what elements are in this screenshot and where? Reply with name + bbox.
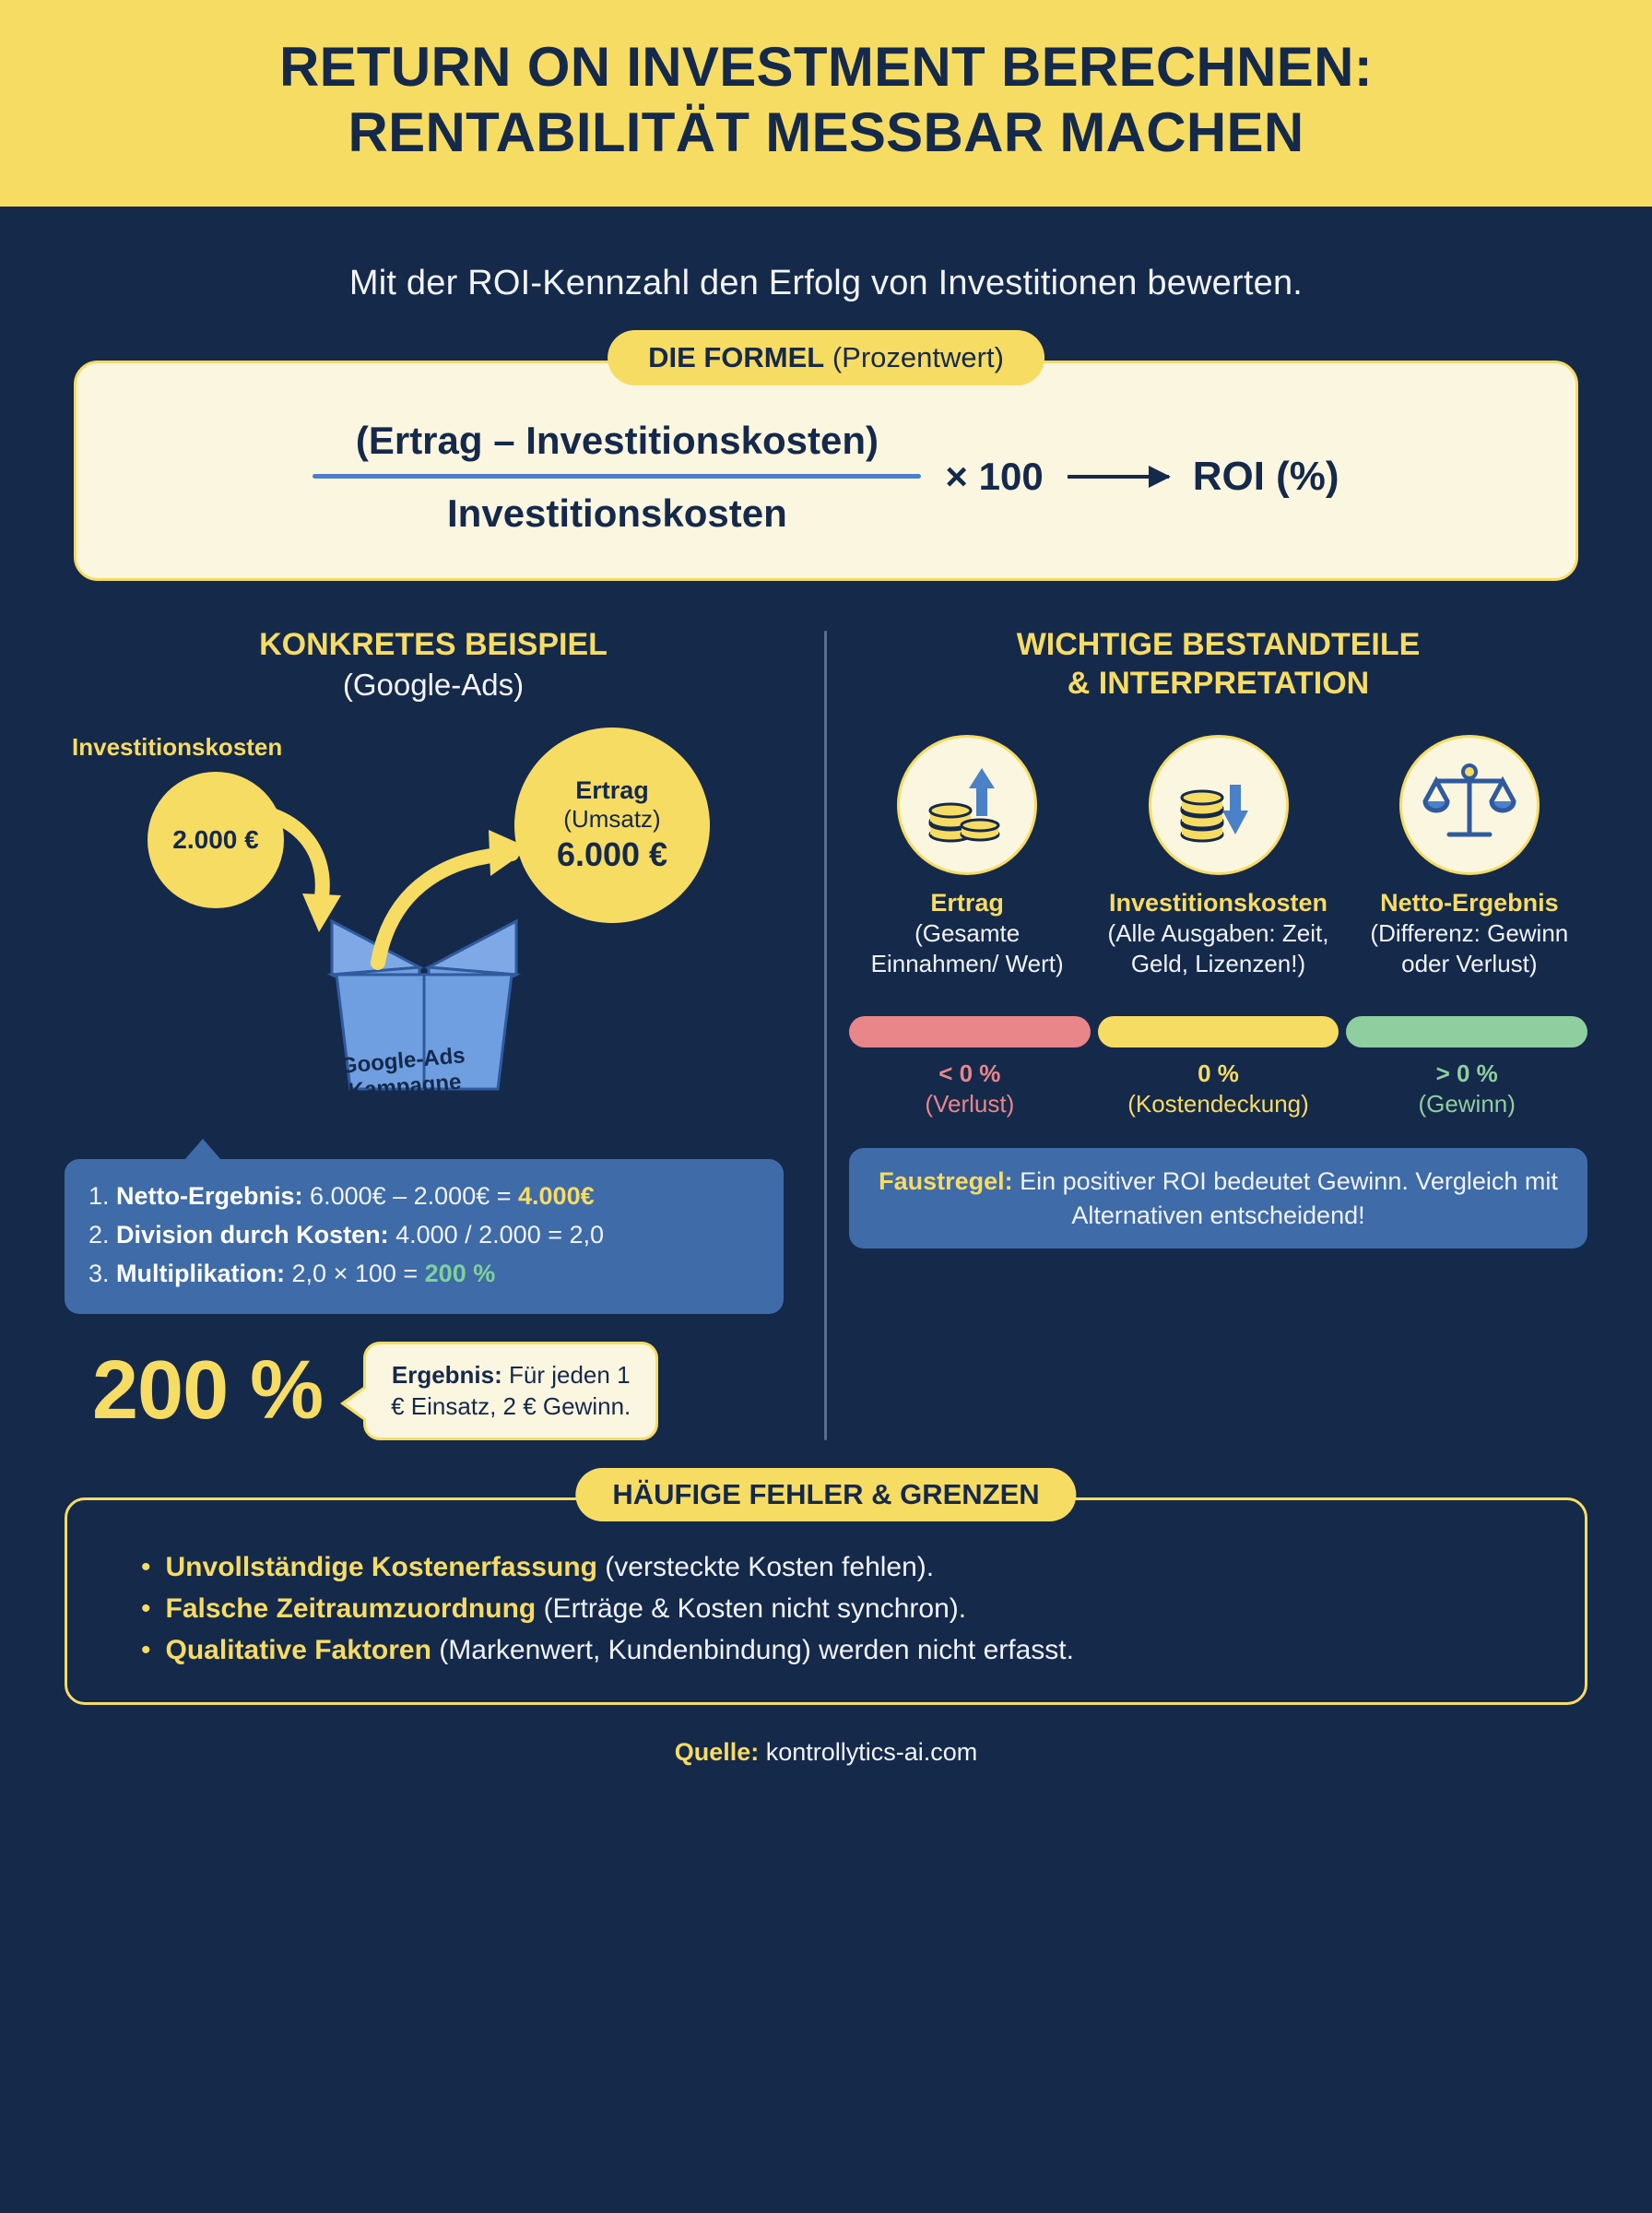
error-item-1-strong: Unvollständige Kostenerfassung — [165, 1551, 597, 1582]
error-item-2 — [141, 1588, 1548, 1629]
ertrag-sub: (Umsatz) — [563, 804, 661, 833]
scale-label-profit-note: (Gewinn) — [1418, 1089, 1516, 1118]
box-caption-line2: Kampagne — [347, 1070, 463, 1105]
result-bubble-text: Für jeden 1 € Einsatz, 2 € Gewinn. — [391, 1360, 631, 1421]
formula-numerator: (Ertrag – Investitionskosten) — [355, 418, 879, 462]
component-ertrag-desc: (Gesamte Einnahmen/ Wert) — [870, 919, 1064, 978]
formula-row — [119, 419, 1533, 536]
error-item-2-strong: Falsche Zeitraumzuordnung — [165, 1592, 537, 1624]
step-2-num: 2. — [88, 1221, 110, 1249]
step-3 — [88, 1255, 760, 1294]
example-title-sub: (Google-Ads) — [342, 668, 525, 703]
invest-value: 2.000 € — [172, 825, 259, 855]
source-line — [0, 1738, 1652, 1767]
step-3-highlight: 200 % — [424, 1260, 496, 1288]
step-1-calc: 6.000€ – 2.000€ = — [302, 1182, 519, 1211]
scale-segment-profit — [1346, 1016, 1587, 1047]
errors-box — [65, 1497, 1587, 1705]
rule-title: Faustregel: — [879, 1167, 1013, 1196]
component-ertrag-title: Ertrag — [930, 888, 1004, 917]
errors-section — [65, 1477, 1587, 1705]
formula-badge-rest: (Prozentwert) — [824, 340, 1004, 373]
error-item-2-rest: (Erträge & Kosten nicht synchron). — [536, 1592, 967, 1624]
step-3-num: 3. — [88, 1260, 110, 1288]
scale-label-profit — [1346, 1059, 1587, 1119]
rule-text: Ein positiver ROI bedeutet Gewinn. Vergleich mit Alternativen entscheidend! — [1012, 1167, 1558, 1229]
subtitle: Mit der ROI-Kennzahl den Erfolg von Investitionen bewerten. — [348, 263, 1304, 302]
invest-label: Investitionskosten — [72, 733, 283, 762]
step-3-label: Multiplikation: — [116, 1260, 286, 1288]
component-netto-ergebnis-title: Netto-Ergebnis — [1380, 888, 1559, 917]
error-item-3-strong: Qualitative Faktoren — [165, 1634, 431, 1665]
error-item-3-text — [166, 1629, 1074, 1671]
component-ertrag — [849, 735, 1085, 979]
big-result-value: 200 % — [92, 1344, 324, 1438]
step-3-calc: 2,0 × 100 = — [285, 1260, 425, 1288]
error-item-1-text — [166, 1546, 935, 1588]
error-item-3 — [141, 1629, 1548, 1671]
rule-of-thumb-box — [849, 1148, 1587, 1249]
main-columns — [65, 625, 1587, 1440]
example-visual — [65, 718, 802, 1152]
components-title — [849, 625, 1587, 704]
scale-label-profit-value: > 0 % — [1435, 1059, 1498, 1087]
page-title-line2: RENTABILITÄT MESSBAR MACHEN — [348, 101, 1304, 163]
components-title-line2: & INTERPRETATION — [1067, 666, 1370, 702]
scale-label-breakeven-note: (Kostendeckung) — [1127, 1089, 1309, 1118]
column-divider — [824, 631, 827, 1440]
component-investitionskosten-desc: (Alle Ausgaben: Zeit, Geld, Lizenzen!) — [1107, 919, 1329, 978]
scale-label-loss-value: < 0 % — [938, 1059, 1001, 1087]
component-netto-ergebnis-desc: (Differenz: Gewinn oder Verlust) — [1370, 919, 1569, 978]
page-title-line1: RETURN ON INVESTMENT BERECHNEN: — [278, 36, 1373, 98]
scale-label-loss-note: (Verlust) — [925, 1089, 1015, 1118]
error-item-1-rest: (versteckte Kosten fehlen). — [596, 1551, 935, 1582]
formula-section — [74, 340, 1578, 581]
result-row — [65, 1342, 802, 1440]
step-1-highlight: 4.000€ — [518, 1182, 595, 1211]
header-banner — [0, 0, 1652, 207]
formula-multiplier: × 100 — [945, 455, 1044, 499]
arrow-right-icon — [1068, 475, 1169, 479]
scale-label-breakeven-value: 0 % — [1198, 1059, 1239, 1087]
arrow-box-to-ertrag-icon — [341, 815, 553, 981]
components-list — [849, 735, 1587, 979]
scale-label-breakeven — [1098, 1059, 1339, 1119]
page-title — [37, 35, 1615, 166]
component-investitionskosten — [1100, 735, 1336, 979]
bullet-icon: • — [141, 1592, 151, 1624]
bullet-icon: • — [141, 1551, 151, 1582]
step-1-num: 1. — [88, 1182, 110, 1211]
formula-badge-strong: DIE FORMEL — [648, 340, 825, 373]
result-bubble — [363, 1342, 658, 1440]
step-2 — [88, 1216, 760, 1255]
errors-badge: HÄUFIGE FEHLER & GRENZEN — [575, 1468, 1076, 1521]
roi-scale-labels — [849, 1059, 1587, 1119]
error-item-3-rest: (Markenwert, Kundenbindung) werden nicht erfasst. — [431, 1634, 1074, 1665]
scale-segment-breakeven — [1098, 1016, 1339, 1047]
coins-down-arrow-icon — [1149, 735, 1289, 875]
result-bubble-strong: Ergebnis: — [391, 1360, 502, 1389]
step-1-label: Netto-Ergebnis: — [116, 1182, 303, 1211]
formula-denominator: Investitionskosten — [447, 491, 787, 535]
source-label: Quelle: — [674, 1737, 760, 1766]
formula-result: ROI (%) — [1192, 454, 1339, 500]
step-2-label: Division durch Kosten: — [116, 1221, 389, 1249]
step-2-calc: 4.000 / 2.000 = 2,0 — [388, 1221, 605, 1249]
component-investitionskosten-title: Investitionskosten — [1108, 888, 1328, 917]
scale-label-loss — [849, 1059, 1091, 1119]
step-1 — [88, 1178, 760, 1216]
ertrag-label: Ertrag — [575, 775, 649, 804]
error-item-1 — [141, 1546, 1548, 1588]
error-item-2-text — [166, 1588, 967, 1629]
steps-panel — [65, 1159, 784, 1314]
example-title-main: KONKRETES BEISPIEL — [259, 626, 608, 662]
bullet-icon: • — [141, 1634, 151, 1665]
ertrag-value: 6.000 € — [556, 834, 668, 873]
box-caption-line1: Google-Ads — [338, 1043, 466, 1080]
scale-segment-loss — [849, 1016, 1091, 1047]
components-column — [849, 625, 1587, 1440]
components-title-line1: WICHTIGE BESTANDTEILE — [1016, 626, 1421, 662]
formula-box — [74, 361, 1578, 581]
formula-fraction — [313, 419, 921, 536]
formula-badge — [608, 330, 1044, 385]
example-column — [65, 625, 802, 1440]
balance-scale-icon — [1399, 735, 1540, 875]
component-netto-ergebnis — [1351, 735, 1587, 979]
example-title — [65, 625, 802, 704]
coins-up-arrow-icon — [897, 735, 1037, 875]
source-value: kontrollytics-ai.com — [759, 1737, 978, 1766]
roi-scale — [849, 1016, 1587, 1047]
